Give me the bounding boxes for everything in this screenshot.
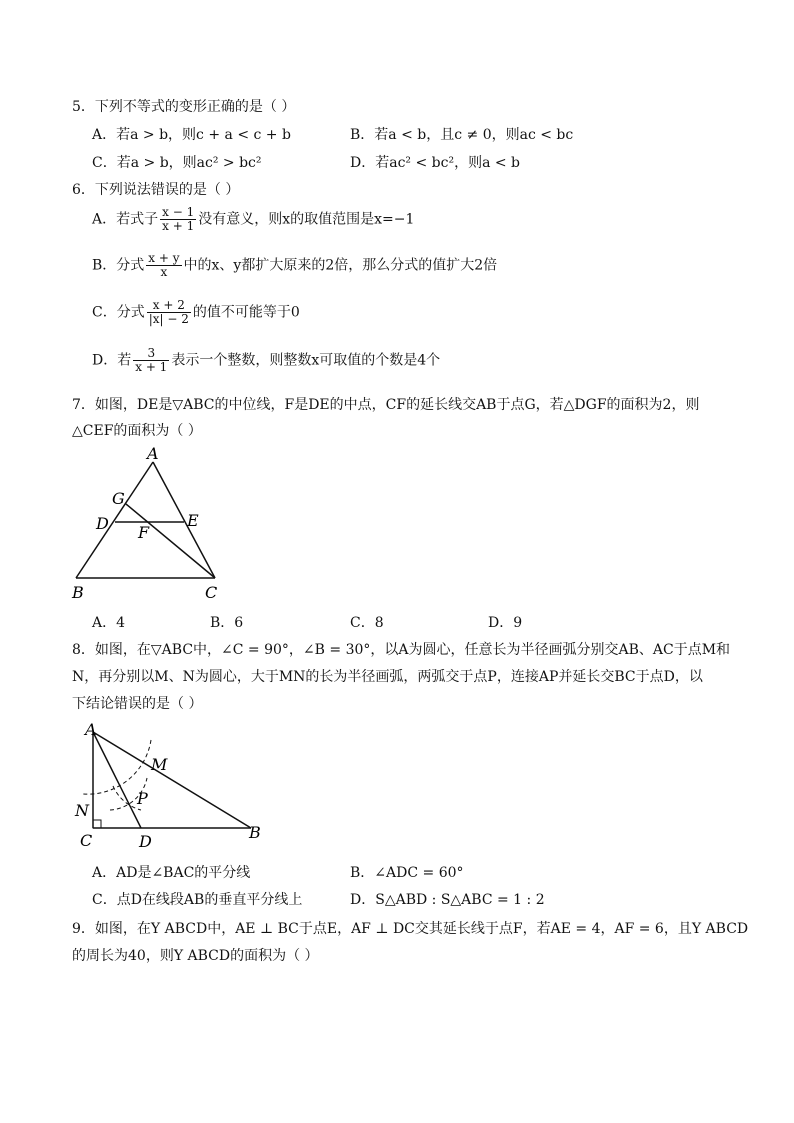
q5-option-a[interactable]: A．若a > b，则c + a < c + b xyxy=(92,127,291,143)
q7-label-c: C xyxy=(205,583,218,602)
q8-label-a: A xyxy=(85,720,97,739)
q6-a-prefix: A．若式子 xyxy=(92,211,159,228)
q6-d-denominator: x + 1 xyxy=(135,360,168,375)
q7-label-e: E xyxy=(187,511,199,530)
q9-stem-line2: 的周长为40，则Y ABCD的面积为（ ） xyxy=(72,948,319,964)
q8-right-angle-mark xyxy=(93,820,101,828)
q8-label-m: M xyxy=(151,755,168,774)
q8-option-a[interactable]: A．AD是∠BAC的平分线 xyxy=(92,865,251,881)
q7-option-d[interactable]: D．9 xyxy=(488,615,523,631)
q7-label-g: G xyxy=(112,489,125,508)
q7-option-c[interactable]: C．8 xyxy=(350,615,384,631)
q5-option-c[interactable]: C．若a > b，则ac² > bc² xyxy=(92,155,262,171)
q8-stem-line1: 8．如图，在▽ABC中，∠C = 90°，∠B = 30°，以A为圆心，任意长为半径画弧分别交AB、AC于点M和 xyxy=(72,642,731,658)
q7-side-ac xyxy=(153,462,215,578)
q8-label-p: P xyxy=(137,789,148,808)
q7-triangle-figure xyxy=(60,440,240,610)
q7-option-b[interactable]: B．6 xyxy=(210,615,244,631)
q6-option-c[interactable] xyxy=(92,299,300,326)
q8-option-c[interactable]: C．点D在线段AB的垂直平分线上 xyxy=(92,892,303,908)
q6-d-suffix: 表示一个整数，则整数x可取值的个数是4个 xyxy=(171,352,441,369)
q6-d-prefix: D．若 xyxy=(92,352,132,369)
q6-c-fraction xyxy=(147,299,191,326)
q7-label-a: A xyxy=(147,444,159,463)
q6-c-denominator: |x| − 2 xyxy=(148,312,189,327)
q6-a-denominator: x + 1 xyxy=(162,219,195,234)
q6-a-fraction xyxy=(160,206,196,233)
q6-stem: 6．下列说法错误的是（ ） xyxy=(72,182,240,198)
q6-option-d[interactable] xyxy=(92,347,440,374)
q6-b-numerator: x + y xyxy=(148,251,180,265)
q6-b-fraction xyxy=(146,252,181,279)
q8-stem-line2: N，再分别以M、N为圆心，大于MN的长为半径画弧，两弧交于点P，连接AP并延长交BC于点D，以 xyxy=(72,669,703,685)
q6-b-denominator: x xyxy=(160,265,168,280)
q8-label-b: B xyxy=(249,823,261,842)
q5-stem: 5．下列不等式的变形正确的是（ ） xyxy=(72,99,296,115)
q6-option-b[interactable] xyxy=(92,252,497,279)
q6-option-a[interactable] xyxy=(92,206,414,233)
q8-triangle-figure xyxy=(65,718,275,853)
q7-stem-line1: 7．如图，DE是▽ABC的中位线，F是DE的中点，CF的延长线交AB于点G，若△DGF的面积为2，则 xyxy=(72,397,700,413)
q5-option-d[interactable]: D．若ac² < bc²，则a < b xyxy=(350,155,521,171)
q9-stem-line1: 9．如图，在Y ABCD中，AE ⊥ BC于点E，AF ⊥ DC交其延长线于点F，若AE = 4，AF = 6，且Y ABCD xyxy=(72,921,749,937)
q6-a-suffix: 没有意义，则x的取值范围是x=−1 xyxy=(198,211,415,228)
q7-stem-line2: △CEF的面积为（ ） xyxy=(72,423,202,439)
q8-label-n: N xyxy=(75,801,89,820)
q8-label-d: D xyxy=(139,832,152,851)
q6-a-numerator: x − 1 xyxy=(162,205,195,219)
q7-option-a[interactable]: A．4 xyxy=(92,615,126,631)
q6-c-numerator: x + 2 xyxy=(147,299,191,313)
q6-c-suffix: 的值不可能等于0 xyxy=(192,304,300,321)
q6-b-prefix: B．分式 xyxy=(92,257,145,274)
q8-label-c: C xyxy=(80,831,93,850)
q6-d-fraction xyxy=(133,347,169,374)
q5-option-b[interactable]: B．若a < b，且c ≠ 0，则ac < bc xyxy=(350,127,574,143)
q6-c-prefix: C．分式 xyxy=(92,304,145,321)
q8-option-d[interactable]: D．S△ABD : S△ABC = 1 : 2 xyxy=(350,892,545,908)
q6-d-numerator: 3 xyxy=(133,347,169,361)
q7-label-f: F xyxy=(138,523,150,542)
q7-side-ab xyxy=(76,462,153,578)
q7-label-d: D xyxy=(96,514,109,533)
q8-option-b[interactable]: B．∠ADC = 60° xyxy=(350,865,464,881)
q7-label-b: B xyxy=(72,583,84,602)
q6-b-suffix: 中的x、y都扩大原来的2倍，那么分式的值扩大2倍 xyxy=(183,257,498,274)
q8-stem-line3: 下结论错误的是（ ） xyxy=(72,696,203,712)
